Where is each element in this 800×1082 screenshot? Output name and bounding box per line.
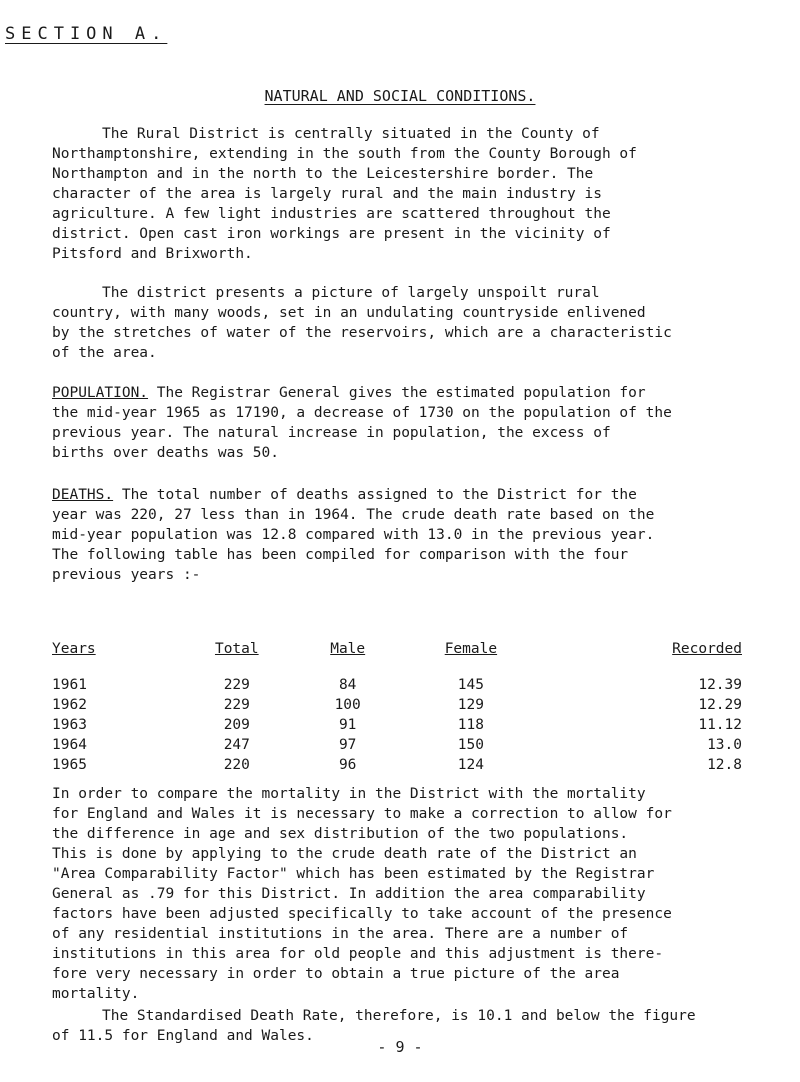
paragraph-landscape: The district presents a picture of largely unspoilt rural country, with many woods, set in an undulating countryside enlivened by the stretches of water of the reservoirs, which are a characteristic of the area. [52, 285, 672, 361]
cell-recorded: 12.39 [698, 677, 742, 693]
deaths-text: The total number of deaths assigned to the District for the year was 220, 27 less than in 1964. The crude death rate based on the mid-year population was 12.8 compared with 13.0 in the previous year. The following table has been compiled for comparison with the four previous years :- [52, 487, 655, 583]
header-years: Years [52, 641, 96, 657]
cell-year: 1965 [52, 757, 87, 773]
cell-male: 97 [338, 737, 357, 753]
table-row [52, 755, 742, 775]
header-recorded: Recorded [672, 641, 742, 657]
header-female: Female [444, 641, 498, 657]
table-row [52, 695, 742, 715]
paragraph-deaths [52, 485, 792, 585]
section-heading: NATURAL AND SOCIAL CONDITIONS. [264, 87, 536, 105]
cell-recorded: 12.8 [707, 757, 742, 773]
cell-female: 129 [457, 697, 484, 713]
table-row [52, 735, 742, 755]
cell-male: 100 [334, 697, 361, 713]
cell-male: 91 [338, 717, 357, 733]
header-male: Male [330, 641, 366, 657]
cell-female: 145 [457, 677, 484, 693]
deaths-table [52, 641, 742, 775]
cell-female: 124 [457, 757, 484, 773]
cell-female: 150 [457, 737, 484, 753]
table-row [52, 715, 742, 735]
cell-female: 118 [457, 717, 484, 733]
table-row [52, 675, 742, 695]
cell-male: 96 [338, 757, 357, 773]
population-label: POPULATION. [52, 385, 149, 401]
cell-total: 229 [223, 677, 250, 693]
population-text: The Registrar General gives the estimated population for the mid-year 1965 as 17190, a decrease of 1730 on the population of the previous year. The natural increase in population, the excess of births over deaths was 50. [52, 385, 672, 461]
cell-total: 209 [223, 717, 250, 733]
cell-total: 247 [223, 737, 250, 753]
paragraph-comparability: In order to compare the mortality in the District with the mortality for England and Wales it is necessary to make a correction to allow for the difference in age and sex distribution of the two populations. This is done by applying to the crude death rate of the District an "Area Comparability Factor" which has been estimated by the Registrar General as .79 for this District. In addition the area comparability factors have been adjusted specifically to take account of the presence of any residential institutions in the area. There are a number of institutions in this area for old people and this adjustment is there- fore very necessary in order to obtain a true picture of the area mortality. [52, 786, 672, 1002]
cell-recorded: 13.0 [707, 737, 742, 753]
section-title: SECTION A. [5, 24, 168, 44]
deaths-label: DEATHS. [52, 487, 114, 503]
cell-total: 229 [223, 697, 250, 713]
cell-recorded: 12.29 [698, 697, 742, 713]
cell-year: 1963 [52, 717, 87, 733]
cell-male: 84 [338, 677, 357, 693]
cell-year: 1962 [52, 697, 87, 713]
table-header-row [52, 641, 742, 675]
cell-total: 220 [223, 757, 250, 773]
cell-recorded: 11.12 [698, 717, 742, 733]
cell-year: 1961 [52, 677, 87, 693]
header-total: Total [214, 641, 259, 657]
paragraph-location: The Rural District is centrally situated in the County of Northamptonshire, extending in the south from the County Borough of Northampton and in the north to the Leicestershire border. The character of the area is largely rural and the main industry is agriculture. A few light industries are scattered throughout the district. Open cast iron workings are present in the vicinity of Pitsford and Brixworth. [52, 126, 637, 262]
page-number: - 9 - [377, 1038, 423, 1056]
cell-year: 1964 [52, 737, 87, 753]
paragraph-standardised-rate: The Standardised Death Rate, therefore, is 10.1 and below the figure of 11.5 for England and Wales. [52, 1008, 696, 1044]
paragraph-population [52, 383, 792, 463]
